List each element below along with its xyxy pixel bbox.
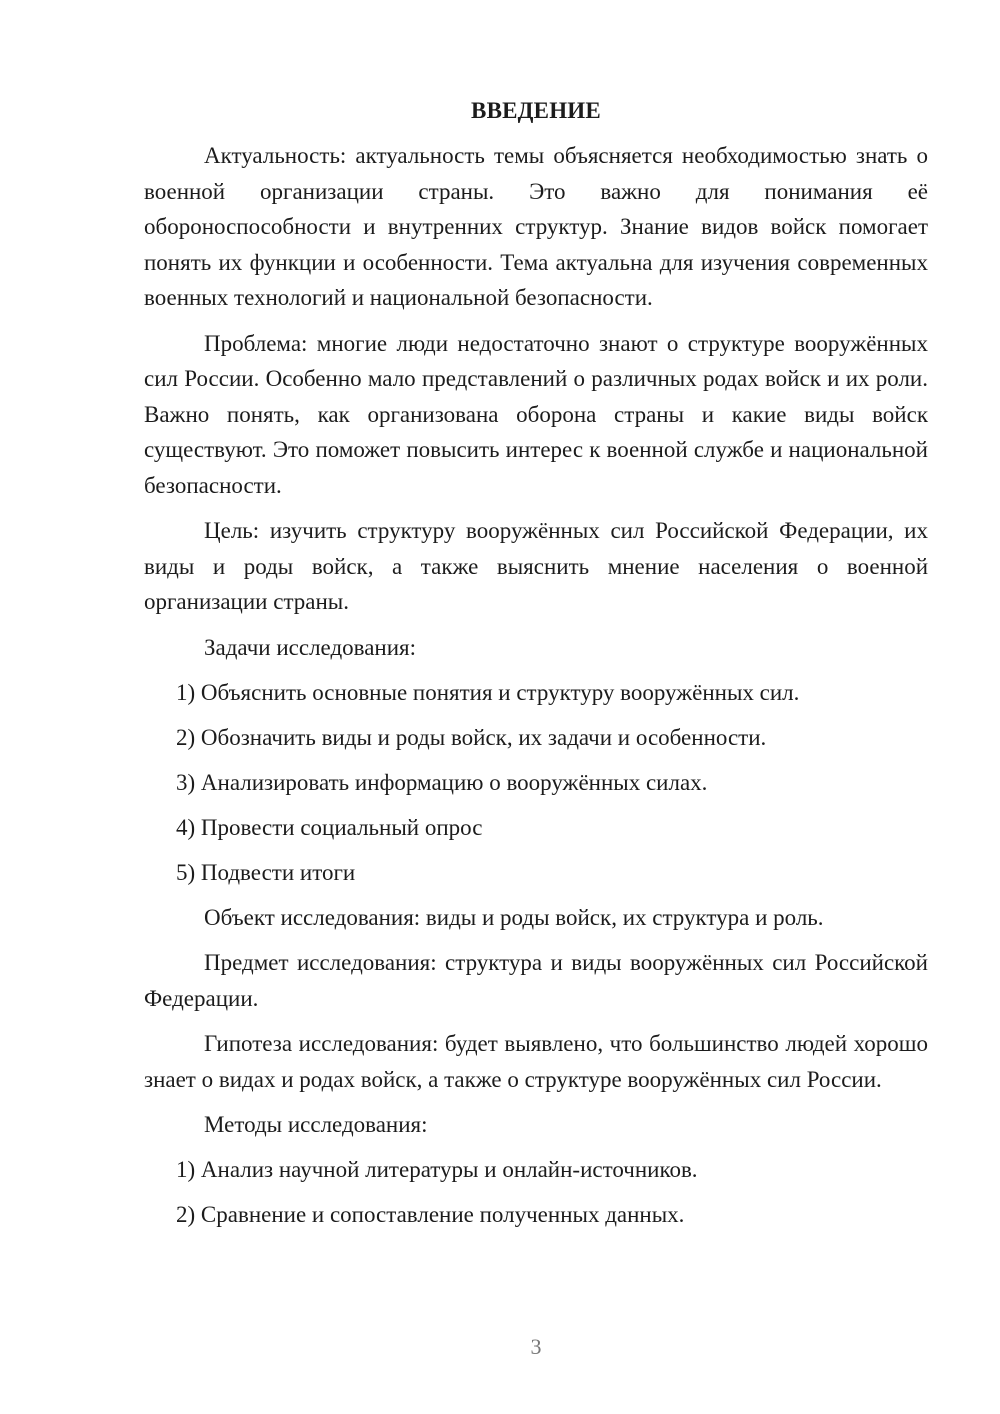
task-item: 5) Подвести итоги: [176, 859, 356, 885]
hypothesis-paragraph: Гипотеза исследования: будет выявлено, что большинство людей хорошо знает о видах и родах войск, а также о структуре вооружённых сил России.: [144, 1031, 928, 1092]
object-paragraph: Объект исследования: виды и роды войск, их структура и роль.: [204, 904, 824, 930]
task-item: 1) Объяснить основные понятия и структуру вооружённых сил.: [176, 679, 800, 705]
goal-paragraph: Цель: изучить структуру вооружённых сил Российской Федерации, их виды и роды войск, а также выяснить мнение населения о военной организации страны.: [144, 518, 928, 614]
tasks-heading: Задачи исследования:: [204, 634, 417, 660]
task-item: 4) Провести социальный опрос: [176, 814, 483, 840]
task-item: 2) Обозначить виды и роды войск, их задачи и особенности.: [176, 724, 767, 750]
relevance-paragraph: Актуальность: актуальность темы объясняется необходимостью знать о военной организации страны. Это важно для понимания её обороноспособности и внутренних структур. Знание видов войск помогает понять их функции и особенности. Тема актуальна для изучения современных военных технологий и национальной безопасности.: [144, 143, 928, 310]
subject-paragraph: Предмет исследования: структура и виды вооружённых сил Российской Федерации.: [144, 950, 928, 1011]
page-title: ВВЕДЕНИЕ: [471, 98, 601, 123]
method-item: 1) Анализ научной литературы и онлайн-источников.: [176, 1157, 698, 1182]
task-item: 3) Анализировать информацию о вооружённых силах.: [176, 769, 708, 795]
page-number: 3: [530, 1334, 542, 1359]
methods-heading: Методы исследования:: [204, 1112, 428, 1137]
method-item: 2) Сравнение и сопоставление полученных данных.: [176, 1202, 685, 1227]
document-page: [144, 96, 928, 1242]
problem-paragraph: Проблема: многие люди недостаточно знают о структуре вооружённых сил России. Особенно мало представлений о различных родах войск и их роли. Важно понять, как организована оборона страны и какие виды войск существуют. Это поможет повысить интерес к военной службе и национальной безопасности.: [144, 330, 928, 498]
